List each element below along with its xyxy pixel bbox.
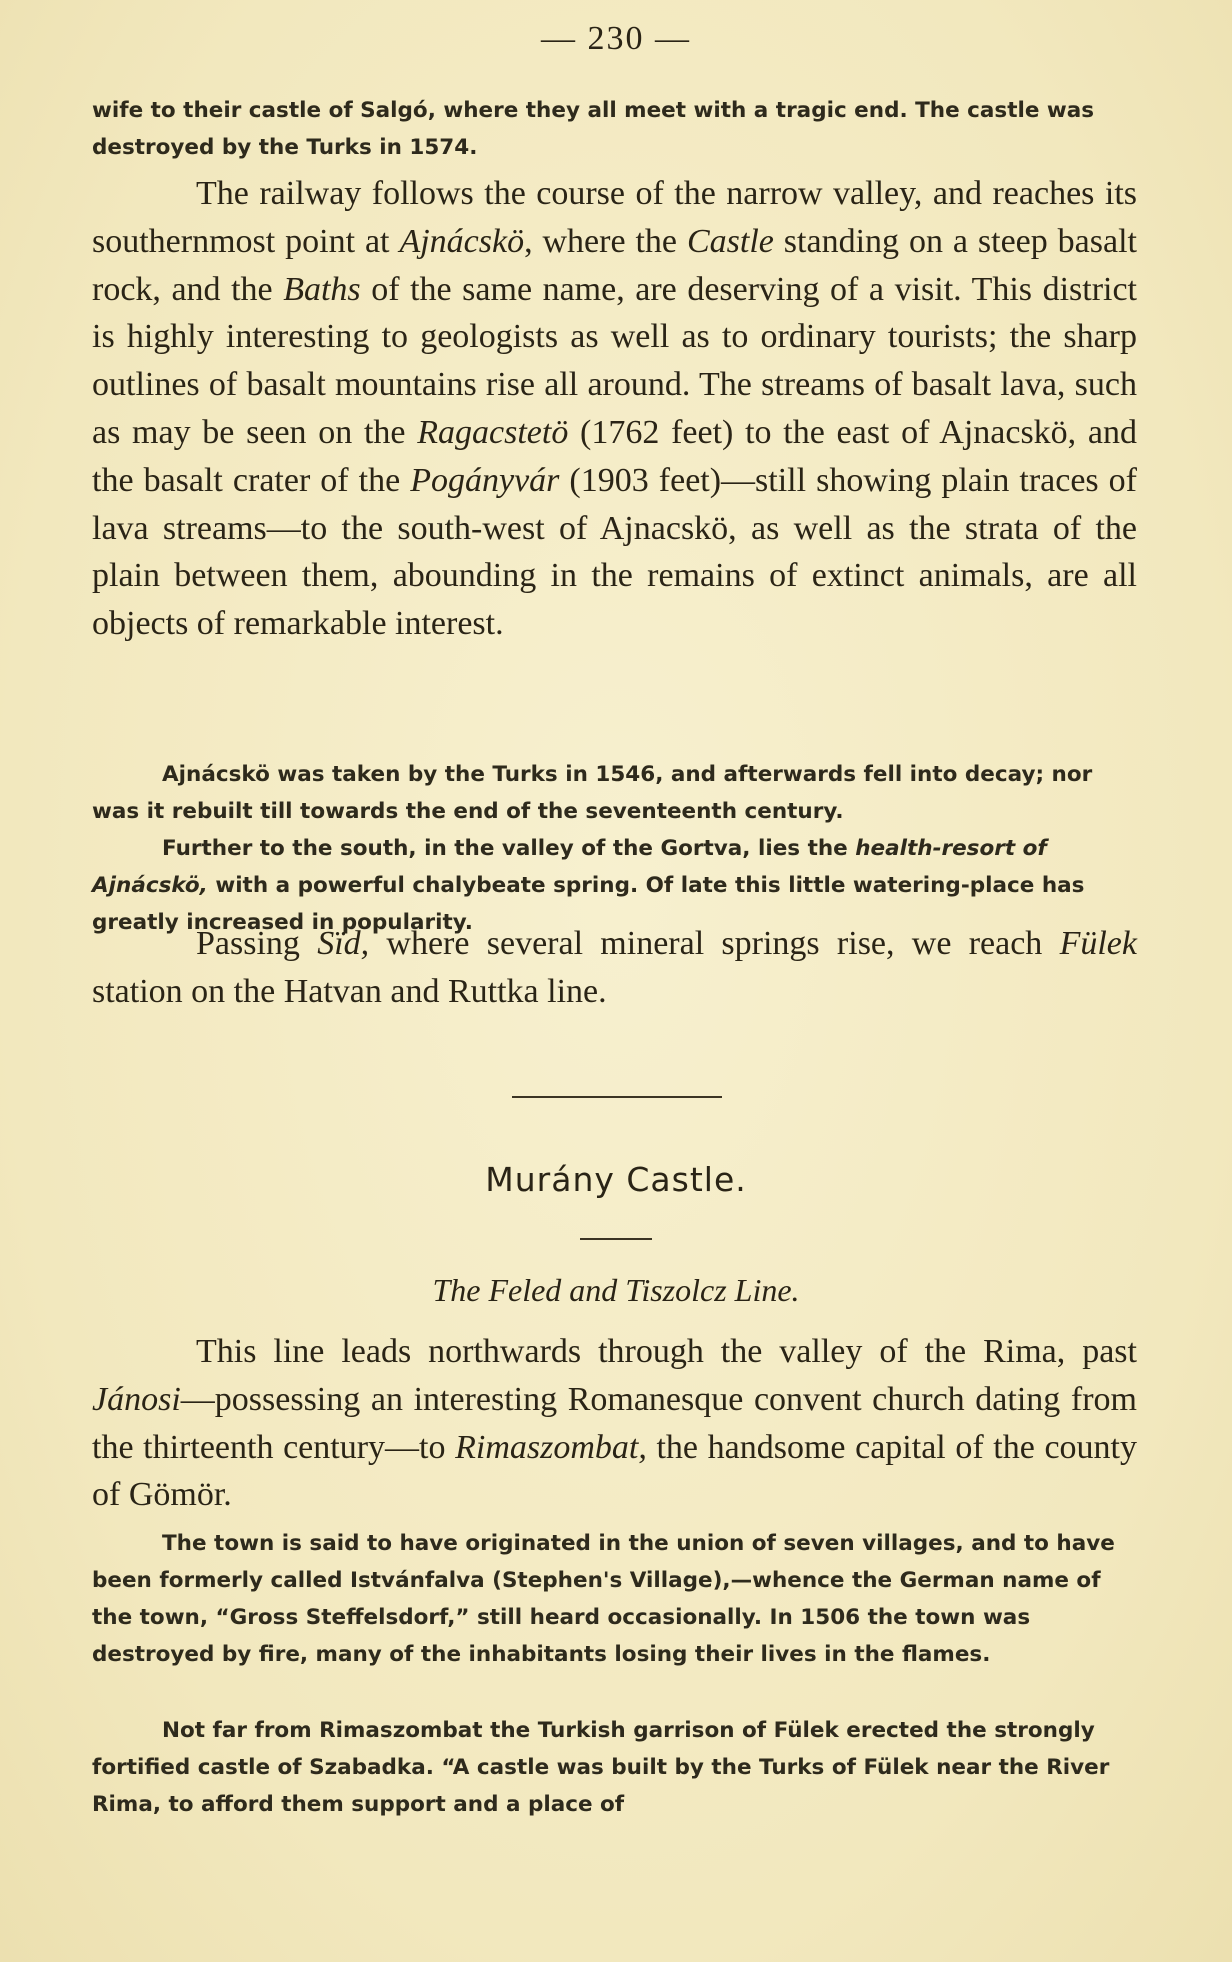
- town-origin-note: [92, 1525, 1137, 1673]
- text-run: The railway follows the course of the narrow valley, and reaches its southernmost point at: [92, 175, 1137, 260]
- intro-small-paragraph: [92, 92, 1137, 166]
- place-name-ragacsteto: Ragacstetö: [417, 413, 569, 451]
- text-run: the handsome capital of the county of Gömör.: [92, 1428, 1137, 1514]
- place-name-janosi: Jánosi: [92, 1380, 181, 1418]
- ajnacsko-history-note: [92, 756, 1137, 830]
- health-resort-name: health-resort of Ajnácskö,: [92, 836, 1047, 898]
- text-run: standing on a steep basalt rock, and the: [92, 222, 1137, 308]
- intro-text: wife to their castle of Salgó, where they all meet with a tragic end. The castle was destroyed by the Turks in 1574.: [92, 98, 1095, 160]
- text-run: Further to the south, in the valley of the Gortva, lies the: [162, 836, 856, 861]
- rima-line-paragraph: [92, 1328, 1137, 1519]
- text-run: Passing: [196, 925, 318, 962]
- note-text: Not far from Rimaszombat the Turkish garrison of Fülek erected the strongly fortified castle of Szabadka. “A castle was built by the Turks of Fülek near the River Rima, to afford them support and a place of: [92, 1718, 1110, 1817]
- text-run: of the same name, are deserving of a visit. This district is highly interesting to geologists as well as to ordinary tourists; the sharp outlines of basalt mountains rise all around. The streams of basalt lava, such as may be seen on the: [92, 270, 1137, 451]
- text-run: (1903 feet)—still showing plain traces of lava streams—to the south-west of Ajnacskö, as well as the strata of the plain between them, abounding in the remains of extinct animals, are all objects of remarkable interest.: [92, 461, 1137, 643]
- text-run: where several mineral springs rise, we reach: [369, 925, 1060, 962]
- place-name-poganyvar: Pogányvár: [410, 461, 560, 499]
- place-name-fulek: Fülek: [1059, 925, 1137, 962]
- page-number: — 230 —: [541, 20, 691, 57]
- text-run: (1762 feet) to the east of Ajnacskö, and the basalt crater of the: [92, 413, 1138, 499]
- place-name-sid: Sïd,: [317, 925, 370, 962]
- railway-paragraph: [92, 170, 1137, 648]
- fulek-paragraph: [92, 920, 1137, 1016]
- place-name-rimaszombat: Rimaszombat,: [455, 1428, 647, 1466]
- place-name-ajnacsko: Ajnácskö: [399, 222, 525, 260]
- szabadka-castle-note: [92, 1712, 1137, 1823]
- place-name-baths: Baths: [283, 270, 361, 308]
- text-run: station on the Hatvan and Ruttka line.: [92, 972, 607, 1010]
- section-subtitle: The Feled and Tiszolcz Line.: [432, 1272, 800, 1308]
- text-run: This line leads northwards through the valley of the Rima, past: [196, 1333, 1137, 1370]
- section-title: Murány Castle.: [485, 1160, 747, 1199]
- place-name-castle: Castle: [686, 222, 774, 260]
- text-run: , where the: [524, 222, 687, 260]
- text-run: with a powerful chalybeate spring. Of late this little watering-place has greatly increased in popularity.: [92, 873, 1085, 935]
- title-rule: [580, 1238, 652, 1240]
- note-text: The town is said to have originated in the union of seven villages, and to have been formerly called Istvánfalva (Stephen's Village),—whence the German name of the town, “Gross Steffelsdorf,” still heard occasionally. In 1506 the town was destroyed by fire, many of the inhabitants losing their lives in the flames.: [92, 1531, 1115, 1667]
- section-divider: [512, 1096, 722, 1098]
- note-text: Ajnácskö was taken by the Turks in 1546, and afterwards fell into decay; nor was it rebuilt till towards the end of the seventeenth century.: [92, 762, 1093, 824]
- text-run: —possessing an interesting Romanesque convent church dating from the thirteenth century—to: [92, 1380, 1137, 1466]
